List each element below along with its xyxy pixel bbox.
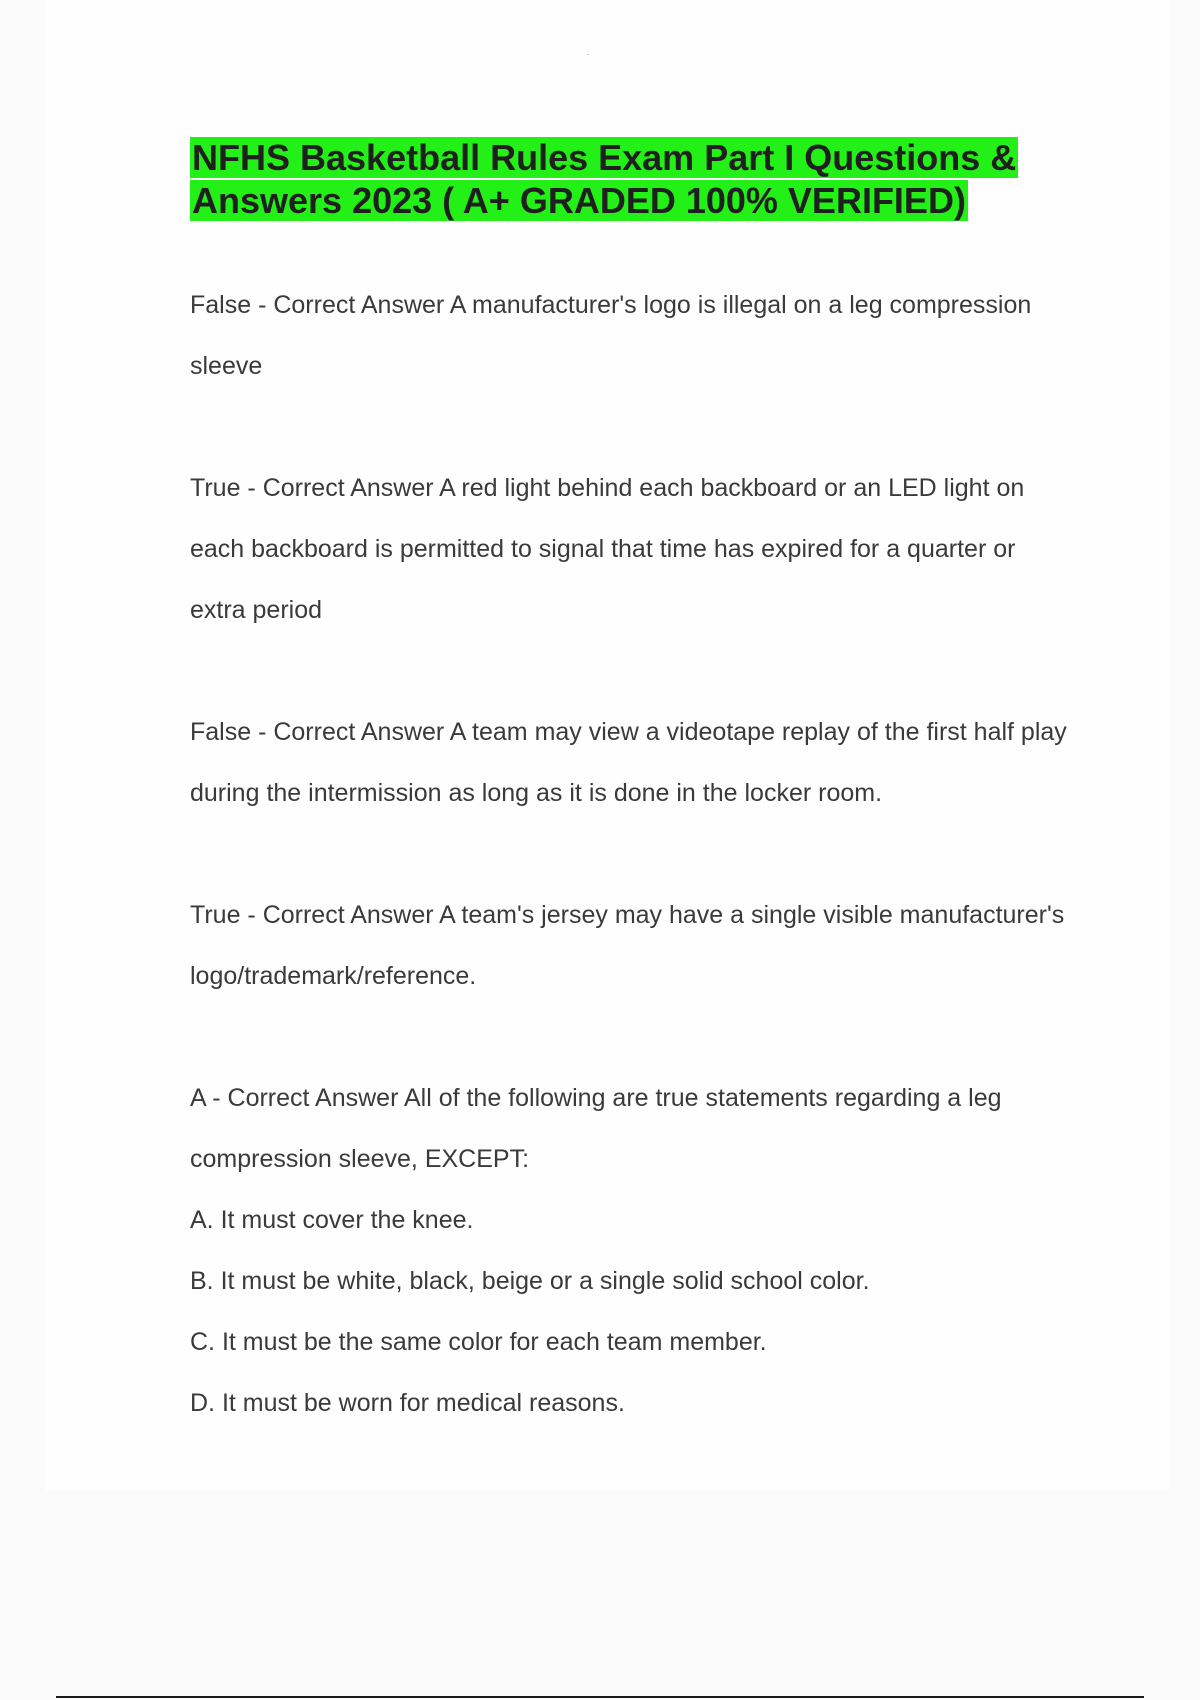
qa-item — [190, 702, 1070, 824]
scan-speck — [587, 54, 589, 55]
qa-text: False - Correct Answer A manufacturer's logo is illegal on a leg compression sleeve — [190, 291, 1032, 380]
qa-list — [190, 275, 1070, 1495]
qa-text: False - Correct Answer A team may view a videotape replay of the first half play during the intermission as long as it is done in the locker room. — [190, 718, 1067, 807]
choice-d: D. It must be worn for medical reasons. — [190, 1389, 625, 1417]
choice-c: C. It must be the same color for each team member. — [190, 1328, 767, 1356]
qa-item — [190, 275, 1070, 397]
qa-text: True - Correct Answer A team's jersey may have a single visible manufacturer's logo/trademark/reference. — [190, 901, 1065, 990]
title-highlight: NFHS Basketball Rules Exam Part I Questions & Answers 2023 ( A+ GRADED 100% VERIFIED) — [192, 137, 1017, 221]
qa-item — [190, 885, 1070, 1007]
qa-text: True - Correct Answer A red light behind each backboard or an LED light on each backboard is permitted to signal that time has expired for a quarter or extra period — [190, 474, 1025, 624]
choice-b: B. It must be white, black, beige or a single solid school color. — [190, 1267, 870, 1295]
document-title — [190, 136, 1050, 222]
qa-text: A - Correct Answer All of the following are true statements regarding a leg compression sleeve, EXCEPT: — [190, 1084, 1002, 1173]
bottom-divider — [56, 1696, 1144, 1698]
qa-item — [190, 458, 1070, 641]
qa-item-multiple-choice — [190, 1068, 1070, 1434]
choice-a: A. It must cover the knee. — [190, 1206, 474, 1234]
